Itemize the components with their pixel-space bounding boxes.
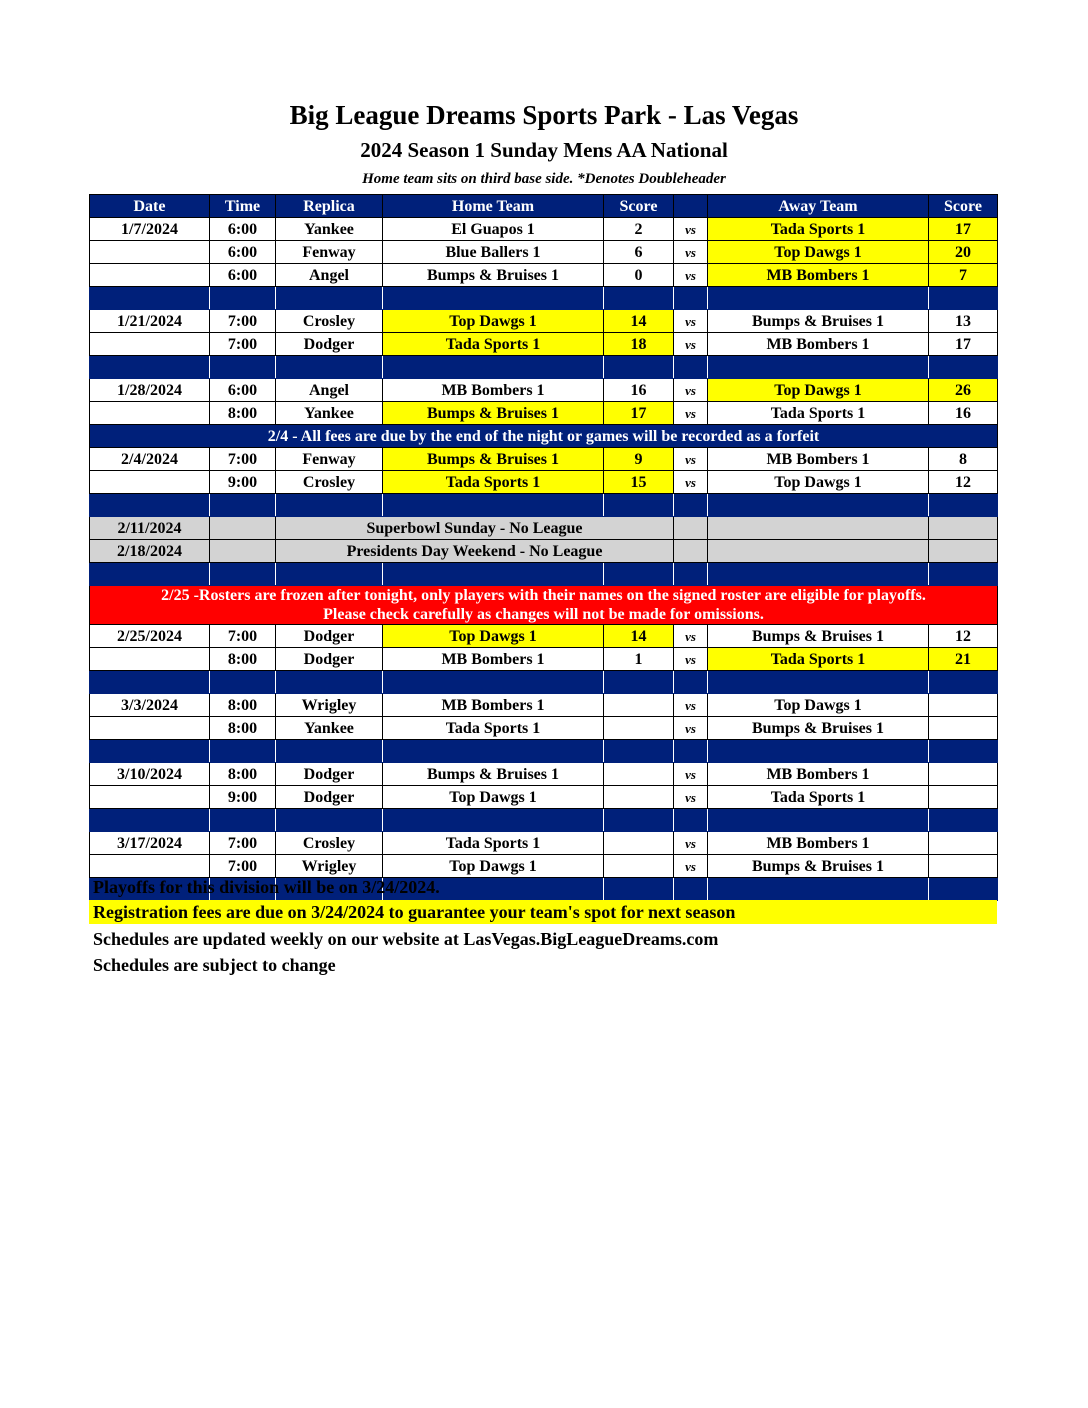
date-cell: 1/28/2024 [90, 379, 210, 402]
away-team-cell: Top Dawgs 1 [708, 379, 929, 402]
vs-cell: vs [674, 694, 708, 717]
away-score-cell: 20 [929, 241, 998, 264]
page-title: Big League Dreams Sports Park - Las Vegas [289, 100, 799, 130]
home-score-cell [604, 855, 674, 878]
home-score-cell: 0 [604, 264, 674, 287]
date-cell [90, 786, 210, 809]
home-team-cell: Blue Ballers 1 [383, 241, 604, 264]
empty-cell [674, 540, 708, 563]
spacer-cell [90, 740, 210, 763]
spacer-cell [90, 563, 210, 586]
game-row [90, 786, 998, 809]
spacer-cell [708, 671, 929, 694]
replica-cell: Fenway [276, 448, 383, 471]
date-cell [90, 264, 210, 287]
spacer-cell [604, 494, 674, 517]
replica-cell: Dodger [276, 763, 383, 786]
col-header-home-score: Score [604, 195, 674, 218]
away-team-cell: Bumps & Bruises 1 [708, 625, 929, 648]
home-team-cell: MB Bombers 1 [383, 379, 604, 402]
replica-cell: Crosley [276, 832, 383, 855]
time-cell: 7:00 [210, 310, 276, 333]
away-score-cell [929, 763, 998, 786]
home-team-cell: Top Dawgs 1 [383, 786, 604, 809]
replica-cell: Angel [276, 379, 383, 402]
spacer-cell [276, 494, 383, 517]
replica-cell: Yankee [276, 402, 383, 425]
away-team-cell: Tada Sports 1 [708, 786, 929, 809]
spacer-cell [210, 356, 276, 379]
away-team-cell: Tada Sports 1 [708, 218, 929, 241]
home-score-cell: 2 [604, 218, 674, 241]
home-score-cell [604, 786, 674, 809]
away-score-cell [929, 694, 998, 717]
rosters-banner-line1: 2/25 -Rosters are frozen after tonight, only players with their names on the signed roster are eligible for playoffs. [161, 587, 926, 604]
replica-cell: Dodger [276, 786, 383, 809]
away-team-cell: Tada Sports 1 [708, 402, 929, 425]
home-team-cell: Tada Sports 1 [383, 832, 604, 855]
spacer-row [90, 809, 998, 832]
col-header-away-team: Away Team [708, 195, 929, 218]
home-score-cell [604, 694, 674, 717]
away-score-cell [929, 717, 998, 740]
spacer-row [90, 740, 998, 763]
game-row [90, 218, 998, 241]
home-team-cell: Top Dawgs 1 [383, 855, 604, 878]
time-cell: 8:00 [210, 763, 276, 786]
home-team-cell: Bumps & Bruises 1 [383, 264, 604, 287]
home-score-cell: 15 [604, 471, 674, 494]
spacer-cell [276, 671, 383, 694]
rosters-banner-line2: Please check carefully as changes will not be made for omissions. [323, 606, 764, 623]
rosters-banner-row [90, 586, 998, 625]
vs-cell: vs [674, 648, 708, 671]
away-score-cell: 16 [929, 402, 998, 425]
game-row [90, 648, 998, 671]
home-team-cell: MB Bombers 1 [383, 694, 604, 717]
away-score-cell [929, 855, 998, 878]
date-cell: 2/25/2024 [90, 625, 210, 648]
col-header-away-score: Score [929, 195, 998, 218]
away-score-cell: 21 [929, 648, 998, 671]
table-header-row [90, 195, 998, 218]
vs-cell: vs [674, 448, 708, 471]
home-team-cell: Tada Sports 1 [383, 471, 604, 494]
away-team-cell: MB Bombers 1 [708, 264, 929, 287]
spacer-row [90, 563, 998, 586]
away-team-cell: Tada Sports 1 [708, 648, 929, 671]
time-cell: 9:00 [210, 786, 276, 809]
spacer-cell [210, 563, 276, 586]
date-cell: 1/7/2024 [90, 218, 210, 241]
away-score-cell [929, 786, 998, 809]
away-score-cell: 17 [929, 333, 998, 356]
spacer-cell [929, 494, 998, 517]
spacer-cell [383, 356, 604, 379]
spacer-cell [674, 878, 708, 901]
spacer-cell [90, 287, 210, 310]
date-cell [90, 241, 210, 264]
spacer-cell [604, 878, 674, 901]
game-row [90, 832, 998, 855]
spacer-cell [383, 494, 604, 517]
away-team-cell: MB Bombers 1 [708, 832, 929, 855]
home-score-cell [604, 832, 674, 855]
game-row [90, 694, 998, 717]
spacer-cell [276, 287, 383, 310]
empty-cell [708, 540, 929, 563]
time-cell: 8:00 [210, 717, 276, 740]
away-score-cell: 12 [929, 625, 998, 648]
spacer-cell [210, 287, 276, 310]
spacer-cell [929, 287, 998, 310]
away-team-cell: Bumps & Bruises 1 [708, 310, 929, 333]
home-team-cell: Top Dawgs 1 [383, 625, 604, 648]
spacer-cell [210, 809, 276, 832]
spacer-cell [90, 494, 210, 517]
replica-cell: Wrigley [276, 694, 383, 717]
spacer-cell [604, 809, 674, 832]
vs-cell: vs [674, 832, 708, 855]
date-cell [90, 333, 210, 356]
away-team-cell: MB Bombers 1 [708, 333, 929, 356]
spacer-cell [708, 356, 929, 379]
home-score-cell: 6 [604, 241, 674, 264]
replica-cell: Angel [276, 264, 383, 287]
col-header-vs [674, 195, 708, 218]
game-row [90, 763, 998, 786]
time-cell: 8:00 [210, 402, 276, 425]
spacer-cell [210, 740, 276, 763]
vs-cell: vs [674, 218, 708, 241]
empty-cell [929, 540, 998, 563]
replica-cell: Crosley [276, 471, 383, 494]
spacer-cell [929, 563, 998, 586]
date-cell: 3/10/2024 [90, 763, 210, 786]
spacer-cell [383, 671, 604, 694]
game-row [90, 264, 998, 287]
empty-cell [210, 517, 276, 540]
empty-cell [674, 517, 708, 540]
spacer-cell [708, 740, 929, 763]
empty-cell [708, 517, 929, 540]
away-team-cell: Bumps & Bruises 1 [708, 855, 929, 878]
home-score-cell [604, 763, 674, 786]
time-cell: 8:00 [210, 648, 276, 671]
date-cell: 2/11/2024 [90, 517, 210, 540]
home-team-cell: MB Bombers 1 [383, 648, 604, 671]
change-note: Schedules are subject to change [93, 955, 336, 975]
spacer-cell [708, 563, 929, 586]
col-header-replica: Replica [276, 195, 383, 218]
time-cell: 7:00 [210, 855, 276, 878]
col-header-time: Time [210, 195, 276, 218]
spacer-cell [210, 494, 276, 517]
home-team-cell: Top Dawgs 1 [383, 310, 604, 333]
away-score-cell: 7 [929, 264, 998, 287]
home-team-cell: Tada Sports 1 [383, 333, 604, 356]
home-team-cell: El Guapos 1 [383, 218, 604, 241]
away-score-cell [929, 832, 998, 855]
spacer-cell [90, 671, 210, 694]
spacer-cell [674, 287, 708, 310]
away-score-cell: 17 [929, 218, 998, 241]
spacer-cell [604, 740, 674, 763]
vs-cell: vs [674, 763, 708, 786]
vs-cell: vs [674, 241, 708, 264]
spacer-cell [604, 671, 674, 694]
home-score-cell: 16 [604, 379, 674, 402]
schedule-note: Home team sits on third base side. *Denotes Doubleheader [362, 171, 726, 187]
away-score-cell: 8 [929, 448, 998, 471]
home-score-cell: 14 [604, 310, 674, 333]
no-league-row [90, 517, 998, 540]
empty-cell [929, 517, 998, 540]
replica-cell: Yankee [276, 218, 383, 241]
spacer-cell [674, 740, 708, 763]
spacer-cell [929, 740, 998, 763]
date-cell: 2/18/2024 [90, 540, 210, 563]
spacer-row [90, 356, 998, 379]
time-cell: 7:00 [210, 832, 276, 855]
time-cell: 6:00 [210, 379, 276, 402]
date-cell [90, 402, 210, 425]
time-cell: 7:00 [210, 333, 276, 356]
time-cell: 6:00 [210, 264, 276, 287]
replica-cell: Dodger [276, 625, 383, 648]
home-team-cell: Bumps & Bruises 1 [383, 763, 604, 786]
spacer-cell [674, 671, 708, 694]
away-team-cell: Bumps & Bruises 1 [708, 717, 929, 740]
away-team-cell: Top Dawgs 1 [708, 694, 929, 717]
time-cell: 6:00 [210, 218, 276, 241]
time-cell: 8:00 [210, 694, 276, 717]
no-league-text: Presidents Day Weekend - No League [276, 540, 674, 563]
spacer-cell [929, 671, 998, 694]
spacer-cell [604, 356, 674, 379]
spacer-cell [383, 809, 604, 832]
spacer-cell [708, 809, 929, 832]
game-row [90, 717, 998, 740]
home-score-cell: 1 [604, 648, 674, 671]
spacer-cell [708, 878, 929, 901]
time-cell: 9:00 [210, 471, 276, 494]
col-header-date: Date [90, 195, 210, 218]
spacer-cell [383, 563, 604, 586]
spacer-cell [276, 356, 383, 379]
vs-cell: vs [674, 264, 708, 287]
away-team-cell: MB Bombers 1 [708, 763, 929, 786]
date-cell [90, 717, 210, 740]
spacer-row [90, 494, 998, 517]
fees-banner: 2/4 - All fees are due by the end of the night or games will be recorded as a forfeit [90, 425, 998, 448]
date-cell: 1/21/2024 [90, 310, 210, 333]
rosters-banner [90, 586, 998, 625]
date-cell [90, 471, 210, 494]
no-league-row [90, 540, 998, 563]
vs-cell: vs [674, 625, 708, 648]
replica-cell: Fenway [276, 241, 383, 264]
spacer-cell [276, 563, 383, 586]
spacer-cell [674, 356, 708, 379]
vs-cell: vs [674, 333, 708, 356]
time-cell: 6:00 [210, 241, 276, 264]
website-note: Schedules are updated weekly on our website at LasVegas.BigLeagueDreams.com [93, 929, 719, 949]
spacer-cell [708, 494, 929, 517]
home-score-cell [604, 717, 674, 740]
spacer-cell [383, 740, 604, 763]
spacer-row [90, 287, 998, 310]
spacer-cell [929, 809, 998, 832]
vs-cell: vs [674, 471, 708, 494]
replica-cell: Dodger [276, 648, 383, 671]
home-score-cell: 18 [604, 333, 674, 356]
fees-banner-row [90, 425, 998, 448]
spacer-cell [383, 287, 604, 310]
date-cell: 3/17/2024 [90, 832, 210, 855]
spacer-cell [674, 809, 708, 832]
date-cell: 2/4/2024 [90, 448, 210, 471]
home-team-cell: Tada Sports 1 [383, 717, 604, 740]
away-score-cell: 13 [929, 310, 998, 333]
spacer-cell [276, 809, 383, 832]
replica-cell: Crosley [276, 310, 383, 333]
home-score-cell: 17 [604, 402, 674, 425]
replica-cell: Wrigley [276, 855, 383, 878]
registration-note: Registration fees are due on 3/24/2024 to guarantee your team's spot for next season [89, 900, 997, 924]
spacer-cell [276, 740, 383, 763]
vs-cell: vs [674, 786, 708, 809]
game-row [90, 310, 998, 333]
away-team-cell: MB Bombers 1 [708, 448, 929, 471]
spacer-cell [674, 494, 708, 517]
away-score-cell: 26 [929, 379, 998, 402]
vs-cell: vs [674, 717, 708, 740]
date-cell: 3/3/2024 [90, 694, 210, 717]
away-team-cell: Top Dawgs 1 [708, 471, 929, 494]
spacer-cell [604, 563, 674, 586]
spacer-cell [674, 563, 708, 586]
schedule-table [89, 194, 998, 901]
home-score-cell: 14 [604, 625, 674, 648]
time-cell: 7:00 [210, 448, 276, 471]
spacer-cell [929, 356, 998, 379]
away-team-cell: Top Dawgs 1 [708, 241, 929, 264]
spacer-cell [90, 809, 210, 832]
spacer-cell [90, 356, 210, 379]
game-row [90, 241, 998, 264]
game-row [90, 625, 998, 648]
home-team-cell: Bumps & Bruises 1 [383, 448, 604, 471]
vs-cell: vs [674, 402, 708, 425]
game-row [90, 471, 998, 494]
game-row [90, 402, 998, 425]
vs-cell: vs [674, 310, 708, 333]
replica-cell: Dodger [276, 333, 383, 356]
spacer-row [90, 671, 998, 694]
home-score-cell: 9 [604, 448, 674, 471]
vs-cell: vs [674, 379, 708, 402]
col-header-home-team: Home Team [383, 195, 604, 218]
game-row [90, 379, 998, 402]
no-league-text: Superbowl Sunday - No League [276, 517, 674, 540]
spacer-cell [210, 671, 276, 694]
away-score-cell: 12 [929, 471, 998, 494]
game-row [90, 448, 998, 471]
playoffs-note: Playoffs for this division will be on 3/24/2024. [93, 877, 440, 897]
page-subtitle: 2024 Season 1 Sunday Mens AA National [360, 138, 728, 162]
time-cell: 7:00 [210, 625, 276, 648]
empty-cell [210, 540, 276, 563]
date-cell [90, 648, 210, 671]
home-team-cell: Bumps & Bruises 1 [383, 402, 604, 425]
spacer-cell [929, 878, 998, 901]
spacer-cell [604, 287, 674, 310]
vs-cell: vs [674, 855, 708, 878]
spacer-cell [708, 287, 929, 310]
game-row [90, 333, 998, 356]
replica-cell: Yankee [276, 717, 383, 740]
